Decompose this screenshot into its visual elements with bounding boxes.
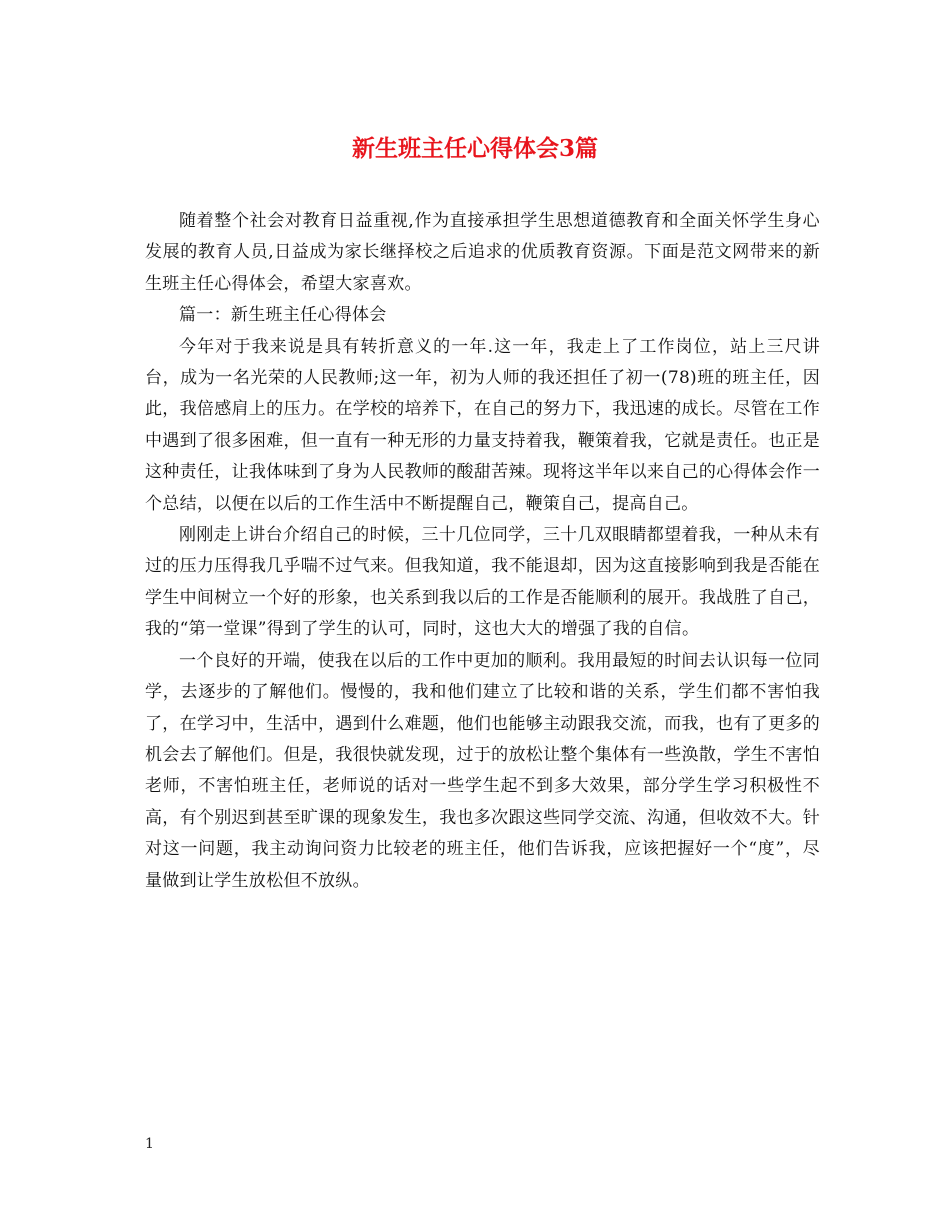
page-number: 1	[145, 1136, 154, 1152]
paragraph-3: 一个良好的开端，使我在以后的工作中更加的顺利。我用最短的时间去认识每一位同学，去逐步的了解他们。慢慢的，我和他们建立了比较和谐的关系，学生们都不害怕我了，在学习中，生活中，遇到什么难题，他们也能够主动跟我交流，而我，也有了更多的机会去了解他们。但是，我很快就发现，过于的放松让整个集体有一些涣散，学生不害怕老师，不害怕班主任，老师说的话对一些学生起不到多大效果，部分学生学习积极性不高，有个别迟到甚至旷课的现象发生，我也多次跟这些同学交流、沟通，但收效不大。针对这一问题，我主动询问资力比较老的班主任，他们告诉我，应该把握好一个“度”，尽量做到让学生放松但不放纵。	[145, 650, 820, 891]
paragraph-2: 刚刚走上讲台介绍自己的时候，三十几位同学，三十几双眼睛都望着我，一种从未有过的压力压得我几乎喘不过气来。但我知道，我不能退却，因为这直接影响到我是否能在学生中间树立一个好的形象，也关系到我以后的工作是否能顺利的展开。我战胜了自己，我的“第一堂课”得到了学生的认可，同时，这也大大的增强了我的自信。	[145, 525, 820, 640]
paragraph-1: 今年对于我来说是具有转折意义的一年.这一年，我走上了工作岗位，站上三尺讲台，成为一名光荣的人民教师;这一年，初为人师的我还担任了初一(78)班的班主任，因此，我倍感肩上的压力。在学校的培养下，在自己的努力下，我迅速的成长。尽管在工作中遇到了很多困难，但一直有一种无形的力量支持着我，鞭策着我，它就是责任。也正是这种责任，让我体味到了身为人民教师的酸甜苦辣。现将这半年以来自己的心得体会作一个总结，以便在以后的工作生活中不断提醒自己，鞭策自己，提高自己。	[145, 336, 820, 514]
paragraph-intro: 随着整个社会对教育日益重视,作为直接承担学生思想道德教育和全面关怀学生身心发展的教育人员,日益成为家长继择校之后追求的优质教育资源。下面是范文网带来的新生班主任心得体会，希望大家喜欢。	[145, 211, 820, 294]
document-title: 新生班主任心得体会3篇	[351, 135, 598, 162]
document-body	[145, 206, 820, 897]
section-heading: 篇一：新生班主任心得体会	[179, 305, 387, 326]
